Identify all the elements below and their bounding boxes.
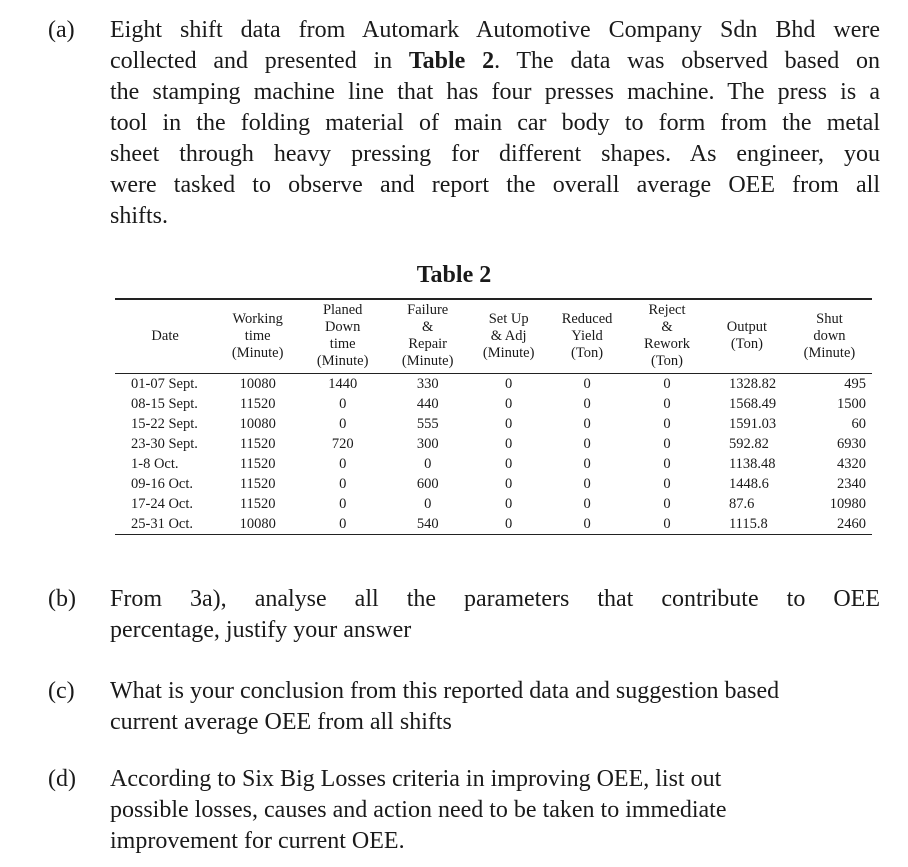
question-d-line: possible losses, causes and action need to be taken to immediate: [110, 797, 727, 823]
question-a-line: Eight shift data from Automark Automotive Company Sdn Bhd were: [110, 17, 880, 43]
question-d-line: According to Six Big Losses criteria in improving OEE, list out: [110, 766, 722, 792]
table-row: 01-07 Sept. 10080 1440 330 0 0 0 1328.82 495: [131, 375, 866, 392]
question-d-line: improvement for current OEE.: [110, 828, 405, 854]
question-c-label: (c): [48, 678, 75, 704]
question-b-text: [110, 584, 880, 646]
header-setup-adj: Set Up & Adj (Minute): [470, 299, 547, 374]
question-a-label: (a): [48, 17, 75, 43]
table-reference: Table 2: [408, 48, 495, 74]
question-b-label: (b): [48, 586, 76, 612]
question-a-line: were tasked to observe and report the overall average OEE from all: [110, 172, 880, 198]
header-date: Date: [115, 299, 215, 374]
shift-data-table: [115, 298, 872, 535]
question-c-line: What is your conclusion from this reported data and suggestion based: [110, 678, 780, 704]
question-c-text: [110, 676, 880, 738]
question-a-line: shifts.: [110, 203, 169, 229]
question-a-line: tool in the folding material of main car body to form from the metal: [110, 110, 880, 136]
table-header-row: [115, 299, 872, 374]
table-row: 15-22 Sept. 10080 0 555 0 0 0 1591.03 60: [131, 415, 866, 432]
question-d-label: (d): [48, 766, 76, 792]
header-working-time: Working time (Minute): [215, 299, 300, 374]
question-a-line: sheet through heavy pressing for different shapes. As engineer, you: [110, 141, 880, 167]
header-output: Output (Ton): [707, 299, 787, 374]
table-row: 23-30 Sept. 11520 720 300 0 0 0 592.82 6930: [131, 435, 866, 452]
question-c-line: current average OEE from all shifts: [110, 709, 452, 735]
table-title: Table 2: [416, 262, 492, 288]
question-a-text: [110, 15, 880, 232]
question-a-line: the stamping machine line that has four presses machine. The press is a: [110, 79, 880, 105]
header-shutdown: Shut down (Minute): [787, 299, 872, 374]
question-d-text: [110, 764, 880, 857]
table-row: 08-15 Sept. 11520 0 440 0 0 0 1568.49 1500: [131, 395, 866, 412]
question-b-line: percentage, justify your answer: [110, 617, 412, 643]
header-reject-rework: Reject & Rework (Ton): [627, 299, 707, 374]
question-b-line: From 3a), analyse all the parameters that contribute to OEE: [110, 586, 880, 612]
table-row: 17-24 Oct. 11520 0 0 0 0 0 87.6 10980: [131, 495, 866, 512]
header-planned-downtime: Planed Down time (Minute): [300, 299, 385, 374]
table-row: 09-16 Oct. 11520 0 600 0 0 0 1448.6 2340: [131, 475, 866, 492]
question-a-line: collected and presented in Table 2. The data was observed based on: [110, 48, 880, 74]
header-reduced-yield: Reduced Yield (Ton): [547, 299, 627, 374]
table-row: 1-8 Oct. 11520 0 0 0 0 0 1138.48 4320: [131, 455, 866, 472]
table-row: 25-31 Oct. 10080 0 540 0 0 0 1115.8 2460: [115, 514, 872, 535]
header-failure-repair: Failure & Repair (Minute): [385, 299, 470, 374]
